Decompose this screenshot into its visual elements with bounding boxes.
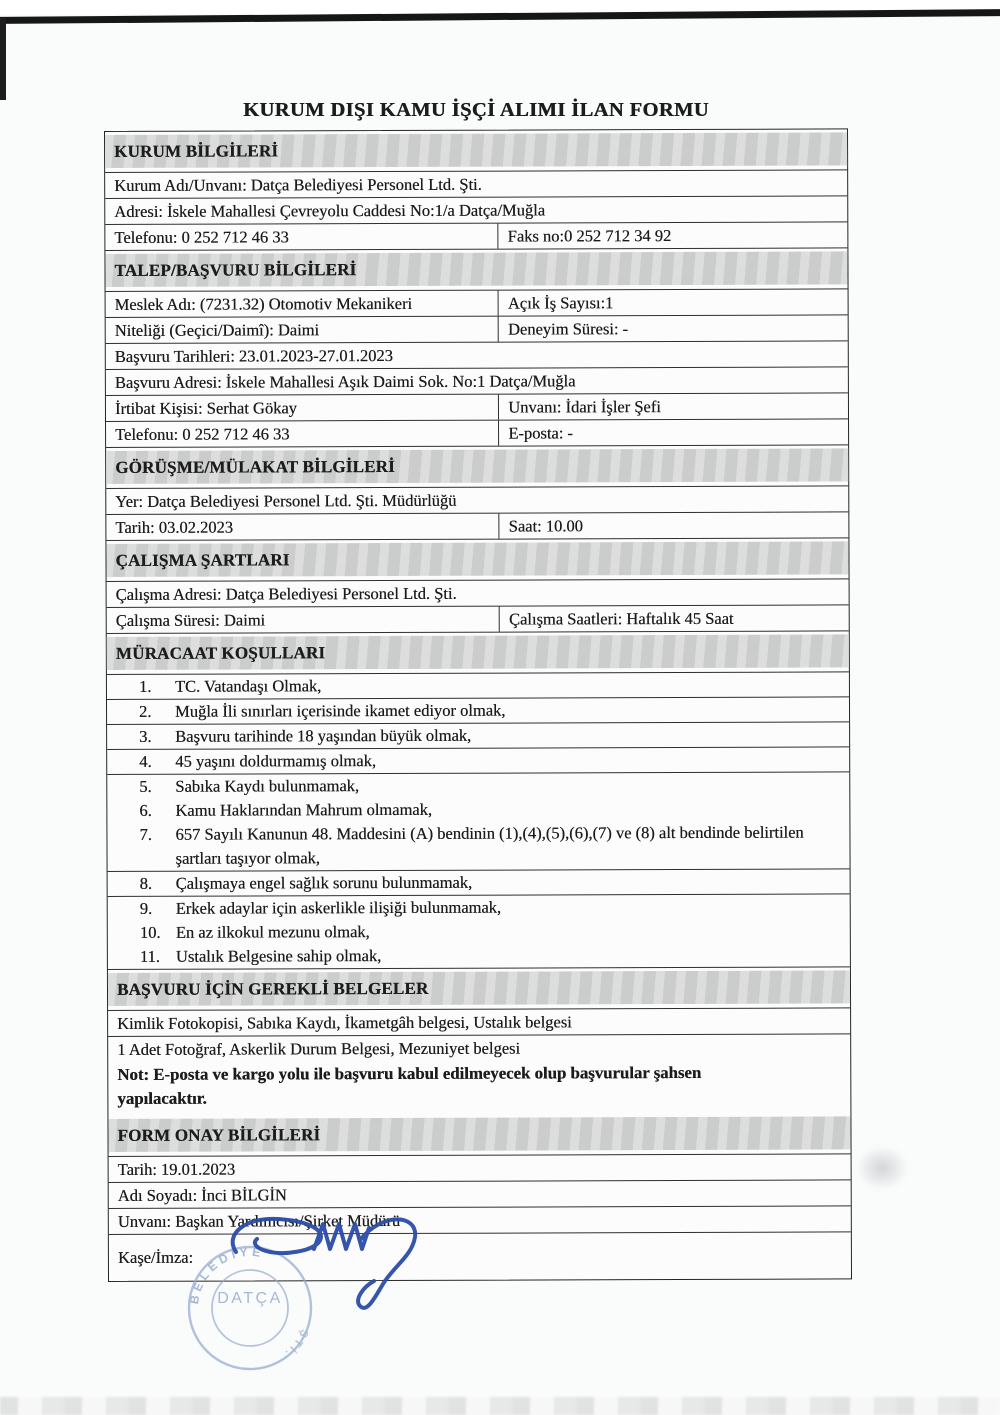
list-item-text: Sabıka Kaydı bulunmamak,	[175, 776, 360, 796]
table-row	[107, 605, 849, 634]
list-item	[108, 869, 850, 897]
list-item-number: 9.	[139, 898, 153, 918]
svg-text:ŞTİ.	[281, 1327, 311, 1360]
field-niteligi: Niteliği (Geçici/Daimî): Daimi	[106, 317, 499, 343]
list-item-number: 3.	[139, 726, 152, 746]
scan-bottom-noise	[0, 1397, 1000, 1415]
list-item-text: Erkek adaylar için askerlikle ilişiği bulunmamak,	[175, 897, 502, 918]
form-title: KURUM DIŞI KAMU İŞÇİ ALIMI İLAN FORMU	[243, 99, 709, 121]
field-telefonu: Telefonu: 0 252 712 46 33	[105, 224, 498, 250]
table-row	[109, 1180, 851, 1209]
list-item-text: Muğla İli sınırları içerisinde ikamet ediyor olmak,	[174, 700, 506, 721]
field-onay-tarih: Tarih: 19.01.2023	[117, 1159, 236, 1179]
list-item-text: 45 yaşını doldurmamış olmak,	[175, 751, 376, 771]
kase-imza-label: Kaşe/İmza:	[117, 1247, 194, 1267]
table-row	[107, 579, 849, 608]
field-calisma-suresi: Çalışma Süresi: Daimi	[107, 607, 500, 633]
field-calisma-saatleri: Çalışma Saatleri: Haftalık 45 Saat	[508, 608, 734, 629]
table-row	[109, 1154, 851, 1183]
list-item	[107, 796, 849, 823]
section-muracaat-kosullari	[107, 631, 849, 675]
section-kurum-bilgileri	[105, 129, 847, 173]
field-onay-unvani: Unvanı: Başkan Yardımcısı/Şirket Müdürü	[117, 1210, 401, 1231]
field-irtibat-unvani: Unvanı: İdari İşler Şefi	[508, 397, 661, 417]
table-row	[108, 1008, 850, 1037]
list-item	[107, 747, 849, 775]
list-item-text: Kamu Haklarından Mahrum olmamak,	[175, 799, 433, 820]
list-item	[108, 894, 850, 921]
section-header: GÖRÜŞME/MÜLAKAT BİLGİLERİ	[106, 448, 848, 484]
field-basvuru-tarihleri: Başvuru Tarihleri: 23.01.2023-27.01.2023	[114, 345, 393, 366]
section-header: MÜRACAAT KOŞULLARI	[107, 634, 849, 670]
field-meslek-adi: Meslek Adı: (7231.32) Otomotiv Mekanikeri	[106, 291, 499, 317]
table-row	[106, 289, 848, 318]
list-item-number: 4.	[139, 751, 152, 771]
list-item	[107, 820, 849, 872]
section-header: TALEP/BAŞVURU BİLGİLERİ	[105, 251, 847, 287]
field-irtibat-kisisi: İrtibat Kişisi: Serhat Gökay	[106, 395, 499, 421]
list-item	[107, 722, 849, 750]
note-text: Not: E-posta ve kargo yolu ile başvuru kabul edilmeyecek olup başvurular şahsen yapılacaktır.	[117, 1062, 702, 1108]
table-row	[105, 196, 847, 225]
list-item-text: En az ilkokul mezunu olmak,	[175, 922, 370, 942]
section-gerekli-belgeler	[108, 967, 850, 1011]
list-item	[107, 672, 849, 700]
list-item-text: Başvuru tarihinde 18 yaşından büyük olmak,	[175, 725, 472, 746]
scan-smudge	[856, 1146, 908, 1190]
table-row	[106, 512, 848, 541]
list-item-number: 7.	[139, 824, 152, 844]
field-calisma-adresi: Çalışma Adresi: Datça Belediyesi Personel Ltd. Şti.	[115, 583, 457, 604]
field-mulakat-tarih: Tarih: 03.02.2023	[106, 514, 499, 540]
field-basvuru-adresi: Başvuru Adresi: İskele Mahallesi Aşık Daimi Sok. No:1 Datça/Muğla	[114, 371, 576, 392]
list-item-number: 2.	[138, 701, 152, 721]
field-yer: Yer: Datça Belediyesi Personel Ltd. Şti. Müdürlüğü	[115, 490, 457, 511]
section-gorusme-mulakat	[106, 445, 848, 489]
field-kurum-adi-unvani: Kurum Adı/Unvanı: Datça Belediyesi Personel Ltd. Şti.	[114, 174, 482, 195]
stamp-ring-text-right: ŞTİ.	[280, 1327, 311, 1361]
signature	[222, 1208, 452, 1326]
table-row	[106, 419, 848, 448]
list-item-number: 6.	[139, 800, 152, 820]
stamp-ring-text-left: BELEDİYE	[186, 1244, 266, 1306]
table-row	[106, 315, 848, 344]
table-row	[105, 170, 847, 199]
table-row	[106, 393, 848, 422]
table-row	[105, 222, 847, 251]
field-adi-soyadi: Adı Soyadı: İnci BİLGİN	[117, 1185, 287, 1205]
field-faks-no: Faks no:0 252 712 34 92	[507, 226, 672, 246]
list-item-number: 5.	[139, 776, 152, 796]
table-row	[108, 1034, 850, 1062]
table-row	[106, 367, 848, 396]
list-item	[108, 918, 850, 945]
list-item	[107, 772, 849, 799]
list-item-number: 8.	[139, 873, 153, 893]
field-adresi: Adresi: İskele Mahallesi Çevreyolu Caddesi No:1/a Datça/Muğla	[114, 200, 546, 221]
section-header: ÇALIŞMA ŞARTLARI	[106, 541, 848, 577]
field-belgeler-satir-1: Kimlik Fotokopisi, Sabıka Kaydı, İkametgâh belgesi, Ustalık belgesi	[117, 1012, 572, 1033]
list-item	[108, 942, 850, 970]
list-item-text: Ustalık Belgesine sahip olmak,	[175, 946, 382, 966]
list-item-text: Çalışmaya engel sağlık sorunu bulunmamak,	[175, 872, 473, 893]
list-item	[107, 697, 849, 725]
scan-edge-nub	[0, 18, 6, 100]
table-row	[109, 1206, 851, 1235]
form-table	[104, 128, 852, 1282]
section-header: KURUM BİLGİLERİ	[105, 132, 847, 168]
list-item-text: TC. Vatandaşı Olmak,	[174, 676, 322, 696]
field-acik-is-sayisi: Açık İş Sayısı:1	[507, 293, 614, 313]
section-calisma-sartlari	[106, 538, 848, 582]
stamp-center-text: DATÇA	[217, 1290, 283, 1307]
table-row	[106, 341, 848, 370]
list-item-number: 10.	[139, 922, 161, 942]
section-header: FORM ONAY BİLGİLERİ	[108, 1116, 850, 1152]
field-deneyim-suresi: Deneyim Süresi: -	[507, 319, 629, 339]
list-item-number: 1.	[138, 676, 152, 696]
list-item-number: 11.	[139, 946, 160, 966]
section-talep-basvuru	[105, 248, 847, 292]
section-header: BAŞVURU İÇİN GEREKLİ BELGELER	[108, 970, 850, 1006]
field-eposta: E-posta: -	[508, 423, 573, 443]
field-belgeler-satir-2: 1 Adet Fotoğraf, Askerlik Durum Belgesi, Mezuniyet belgesi	[117, 1038, 521, 1059]
field-mulakat-saat: Saat: 10.00	[508, 516, 583, 536]
table-row	[106, 486, 848, 515]
section-form-onay	[108, 1113, 850, 1157]
field-irtibat-telefonu: Telefonu: 0 252 712 46 33	[106, 421, 499, 447]
list-item-text: 657 Sayılı Kanunun 48. Maddesini (A) bendinin (1),(4),(5),(6),(7) ve (8) alt bendinde belirtilen şartları taşıyor olmak,	[175, 822, 804, 868]
